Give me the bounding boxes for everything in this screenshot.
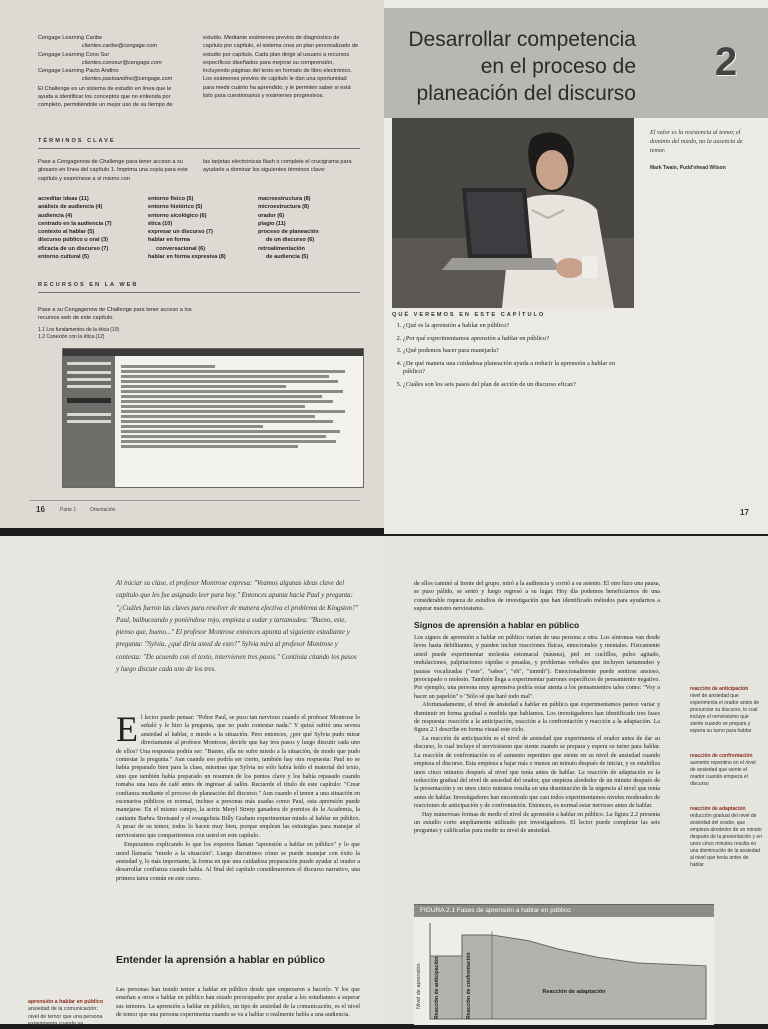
- term: discurso público u oral (3): [38, 237, 108, 244]
- title-line: Desarrollar competencia: [408, 28, 636, 51]
- divider: [38, 148, 360, 149]
- terminos-intro-right: las tarjetas electrónicas flash o complete el crucigrama para ayudarle a dominar los siguientes términos clave:: [203, 159, 352, 174]
- contact-1-name: Cengage Learning Caribe: [38, 35, 103, 41]
- web-header-bar: [63, 349, 363, 356]
- title-line: planeación del discurso: [416, 82, 636, 105]
- term: expresar un discurso (7): [148, 229, 213, 236]
- contact-2-email[interactable]: clientes.conosur@cengage.com: [82, 59, 162, 66]
- section-heading: Entender la aprensión a hablar en público: [116, 954, 325, 966]
- term: retroalimentación: [258, 245, 305, 252]
- term: análisis de audiencia (4): [38, 204, 103, 211]
- recursos-intro: Pase a su Cengagenow de Challenge para tener acceso a los recursos web de este capítulo.: [38, 307, 192, 322]
- contact-1-email[interactable]: clientes.caribe@cengage.com: [82, 43, 158, 50]
- para-4: Hay numerosas formas de medir el nivel de aprensión a hablar en público. La figura 2.2 presenta un estudio corto ampliamente utilizado por investigadores. El lector puede completar las seis preguntas y calificarlas para medir su nivel de ansiedad.: [414, 811, 660, 835]
- contact-3-name: Cengage Learning Pacto Andino: [38, 68, 119, 75]
- contact-2-name: Cengage Learning Cono Sur: [38, 51, 110, 58]
- margin-definitions: [690, 686, 762, 869]
- photo-illustration: [392, 118, 634, 308]
- que-veremos-heading: QUÉ VEREMOS EN ESTE CAPÍTULO: [392, 312, 546, 318]
- term: entorno cultural (5): [38, 254, 89, 261]
- term: centrado en la audiencia (7): [38, 220, 112, 227]
- term: de un discurso (6): [266, 237, 315, 244]
- opening-vignette: Al iniciar su clase, el profesor Montrose expresa: "Veamos algunas ideas clave del capítulo que les fue asignado leer para hoy." Entonces apunta hacia Paul y pregunta: "¿Cuáles fueron las claves para resolver de manera efectiva el problema de Kingston?" Paul, balbuceando y poniéndose rojo, empieza a sudar y tartamudea: "Bueno, este, pienso que, bueno..." El profesor Montrose entonces apunta al siguiente estudiante y pregunta: "Sylvia, ¿qué diría usted de esto?" Sylvia mira al profesor Montrose y contesta: "De acuerdo con el texto, intervienen tres pasos." Continúa citando los pasos y luego discute cada uno de los tres.: [116, 580, 359, 674]
- figure-2-1: [414, 904, 714, 1025]
- margin-term: reacción de adaptación: [690, 806, 746, 812]
- page-16: [0, 0, 384, 528]
- page-number-16: 16: [36, 505, 45, 514]
- figure-ylabel: Nivel de aprensión: [416, 963, 422, 1009]
- label-confrontation: Reacción de confrontación: [466, 952, 472, 1019]
- term: de audiencia (5): [266, 254, 309, 261]
- margin-term: reacción de anticipación: [690, 686, 749, 692]
- term: entorno físico (5): [148, 196, 194, 202]
- margin-term: reacción de confrontación: [690, 753, 753, 759]
- signs-body: [414, 634, 660, 836]
- recursos-list: [38, 327, 238, 341]
- chapter-title: [394, 26, 636, 107]
- page-19: [384, 536, 768, 1024]
- drop-cap: E: [116, 709, 138, 749]
- question-5: 5. ¿Cuáles son los seis pasos del plan de acción de un discurso eficaz?: [403, 381, 622, 390]
- recursos-item[interactable]: 1.2 Conexión con la ética (12): [38, 334, 105, 340]
- term: eficacia de un discurso (7): [38, 245, 109, 252]
- title-line: en el proceso de: [480, 55, 636, 78]
- margin-definition: [28, 999, 110, 1029]
- body-text: l lector puede pensar: "Pobre Paul, se puso tan nervioso cuando el profesor Montrose lo señaló y le hizo la pregunta, que no pudo contestar nada." Y quizá sufrió una severa ansiedad al hablar, o miedo a la situación. Pero entonces, ¿por qué Sylvia pudo mirar directamente al profesor Montrose, decirle que hay tres pasos y luego discutir cada uno de ellos? Una respuesta podría ser: "Bueno, ella no sufre miedo a la situación, de modo que pudo contestar la pregunta." Aun cuando eso podría ser cierto, también hay otra respuesta: Paul no se había preparado bien para la clase, mientras que Sylvia no sólo había leído el material del texto, sino que también había preparado un resumen de los puntos clave y los había repasado cuando tomaba una taza de café antes de ingresar al salón. Recuerde el título de este capítulo: "Crear confianza mediante el proceso de planeación del discurso." Aun cuando el temor a una situación en escenarios públicos es normal, incluso a personas más usadas como Paul, esta aprensión puede manejarse. En el mismo campo, la actriz Meryl Streep ganadora de premios de la Academia, la cantante Barbra Streisand y el evangelista Billy Graham experimentan miedo al hablar en público. A pesar de su temor, todos lo hacen muy bien, porque emplean las estrategias para manejar el nerviosismo que compartiremos con usted en este capítulo.: [116, 715, 360, 839]
- term: hablar en forma expresiva (8): [148, 254, 226, 261]
- term: acreditar ideas (11): [38, 196, 89, 202]
- term: audiencia (4): [38, 212, 73, 219]
- questions-list: [392, 322, 622, 394]
- body-text-2: Empezamos explicando lo que los expertos llaman "aprensión a hablar en público" y lo que usted llamaría "miedo a la situación". Luego discutimos cómo se puede manejar con éxito la ansiedad y, lo más importante, la forma en que una cuidadosa preparación puede ayudar al orador a desarrollar confianza cuando habla. Al final del capítulo consideraremos el discurso narrativo, una primera tarea común en este curso.: [116, 842, 360, 882]
- section-body: Las personas han tenido temor a hablar en público desde que empezaron a hacerlo. Y los que enseñan a otros a hablar en público han estado preocupados por ayudar a los estudiantes a superar sus temores. La aprensión a hablar en público, un tipo de ansiedad de la comunicación, es el nivel de temor que una persona experimenta cuando se va a hablar o realmente habla a una audiencia.: [116, 987, 360, 1019]
- web-screenshot: [62, 348, 364, 488]
- body-paragraph: [116, 709, 360, 883]
- photo-woman-laptop: [392, 118, 634, 308]
- term: microestructura (8): [258, 204, 309, 211]
- term: entorno sicológico (6): [148, 212, 207, 219]
- terms-col-2: [148, 195, 248, 261]
- margin-def: reducción gradual del nivel de ansiedad del orador, que empieza alrededor de un minuto después de la presentación y en unos cinco minutos resulta en una disminución de la ansiedad al nivel que tenía antes de hablar: [690, 813, 762, 868]
- terminos-intro-left: Pase a Cengagenow de Challenge para tener acceso a su glosario en línea del capítulo 1. Imprima una copia para este capítulo y examínese a sí mismo con: [38, 159, 188, 182]
- recursos-item[interactable]: 1.1 Los fundamentos de la ética (10): [38, 327, 120, 333]
- intro-left: El Challenge es un sistema de estudio en línea que le ayuda a identificar los conceptos que no entienda por completo, permitiéndole un mejor uso de su tiempo de: [38, 85, 173, 109]
- term: hablar en forma: [148, 237, 190, 244]
- para-3: La reacción de anticipación es el nivel de ansiedad que experimenta el orador antes de dar su discurso, lo cual incluye el nerviosismo que siente cuando se prepara y espera su turno para hablar. La reacción de confrontación es el aumento repentino que siente en su nivel de ansiedad cuando empieza el discurso. Esta empieza a bajar más o menos un minuto después de iniciar, y se estabiliza unos cinco minutos después al nivel que tenía antes de hablar. La reacción de adaptación es la reducción gradual del nivel de ansiedad del orador, que empieza alrededor de un minuto después de la presentación y en unos cinco minutos resulta en una disminución de la urgencia al nivel que tenía antes de hablar. Investigadores han encontrado que casi todos experimentamos niveles moderados de reacciones de anticipación y de confrontación. Entonces, es normal estar nervioso antes de hablar.: [414, 735, 660, 810]
- term: conversacional (6): [156, 245, 206, 252]
- terms-col-1: [38, 195, 148, 261]
- top-text: de ellos caminó al frente del grupo, miró a la audiencia y corrió a su asiento. El otro hizo una pausa, se puso pálido, se sentó y luego regresó a su lugar. Hoy día podemos beneficiarnos de una considerable riqueza de estudios de investigación que han identificado métodos para ayudarnos a superar nuestro nerviosismo.: [414, 581, 660, 613]
- footer-section: Orientación: [90, 507, 116, 513]
- question-1: 1. ¿Qué es la aprensión a hablar en público?: [403, 322, 622, 331]
- margin-def: nivel de ansiedad que experimenta el orador antes de pronunciar su discurso, lo cual incluye el nerviosismo que siente cuando se prepara y espera su turno para hablar: [690, 693, 760, 734]
- terminos-heading: TÉRMINOS CLAVE: [38, 138, 116, 144]
- margin-def: ansiedad de la comunicación; nivel de temor que una persona experimenta cuando va: [28, 1006, 103, 1028]
- web-sidebar: [63, 356, 115, 487]
- page-18: [0, 536, 384, 1028]
- quote-author: Mark Twain, Pudd'nhead Wilson: [650, 165, 726, 171]
- term: proceso de planeación: [258, 229, 319, 236]
- term: ética (10): [148, 220, 173, 227]
- label-adaptation: Reacción de adaptación: [542, 989, 606, 995]
- intro-right: estudio. Mediante exámenes previos de diagnóstico de capítulo por capítulo, el sistema crea un plan personalizado de estudio por capítulo. Cada plan dirige al usuario a recursos específicos diseñados para mejorar su comprensión, incluyendo páginas del texto en formato de libro electrónico. Los exámenes previos de capítulo le dan una oportunidad para medir cuánto ha aprendido, y le permiten saber si está listo para cuestionarios y exámenes progresivos.: [203, 35, 359, 100]
- question-2: 2. ¿Por qué experimentamos aprensión a hablar en público?: [403, 335, 622, 344]
- footer-rule: [30, 500, 360, 501]
- margin-term: aprensión a hablar en público: [28, 999, 104, 1005]
- figure-title: FIGURA 2.1 Fases de aprensión a hablar en público: [414, 905, 714, 917]
- term: entorno histórico (5): [148, 204, 203, 211]
- para-1: Los signos de aprensión a hablar en público varían de una persona a otra. Los síntomas van desde leves hasta debilitantes, y pueden incluir reacciones físicas, emocionales y mentales. Físicamente usted puede experimentar molestia estomacal (náusea), piel en cuclillos, pulso agitado, ondulaciones, palpitaciones rápidas o pesadas, y problemas verbales que incluyen tartamudeo y pausas vocalizadas ("este", "sabes", "eh", "ummh"). Emocionalmente puede sentirse ansioso, preocupado o molesto. También llega a experimentar patrones específicos de pensamiento negativo. Por ejemplo, una persona muy aprensiva podría estar atenta a los pensamientos tales como: "Voy a hacer un papelón" o "Sólo sé que haré todo mal".: [414, 635, 660, 700]
- web-content: [121, 363, 357, 450]
- term: plagio (11): [258, 220, 286, 227]
- terms-col-3: [258, 195, 358, 261]
- recursos-heading: RECURSOS EN LA WEB: [38, 282, 139, 288]
- signs-heading: Signos de aprensión a hablar en público: [414, 620, 580, 630]
- contacts-block: [38, 34, 188, 110]
- page-number-17: 17: [740, 508, 749, 517]
- margin-def: aumento repentino en el nivel de ansiedad que siente el orador cuando empieza el discurso: [690, 760, 756, 787]
- para-2: Afortunadamente, el nivel de ansiedad a hablar en público que experimentamos parece variar y disminuir en forma gradual a medida que hablamos. Los investigadores han identificado tres fases de respuesta: reacción a la anticipación, reacción a la confrontación y reacción a la adaptación. La figura 2.1 describe en forma visual este ciclo.: [414, 702, 660, 734]
- question-3: 3. ¿Qué podemos hacer para manejarla?: [403, 347, 622, 356]
- chapter-quote: El valor es la resistencia al temor, el dominio del miedo, no la ausencia de temor.: [650, 129, 743, 154]
- contact-3-email[interactable]: clientes.pactoandino@cengage.com: [82, 76, 173, 83]
- term: macroestructura (8): [258, 196, 311, 202]
- divider: [38, 292, 360, 293]
- question-4: 4. ¿De qué manera una cuidadosa planeación ayuda a reducir la aprensión a hablar en público?: [403, 360, 622, 377]
- chapter-number: 2: [714, 40, 738, 84]
- label-anticipation: Reacción de anticipación: [434, 956, 440, 1019]
- footer-part: Parte 1: [60, 507, 77, 513]
- term: orador (6): [258, 212, 285, 219]
- term: contexto al hablar (5): [38, 229, 95, 236]
- page-17: [384, 0, 768, 534]
